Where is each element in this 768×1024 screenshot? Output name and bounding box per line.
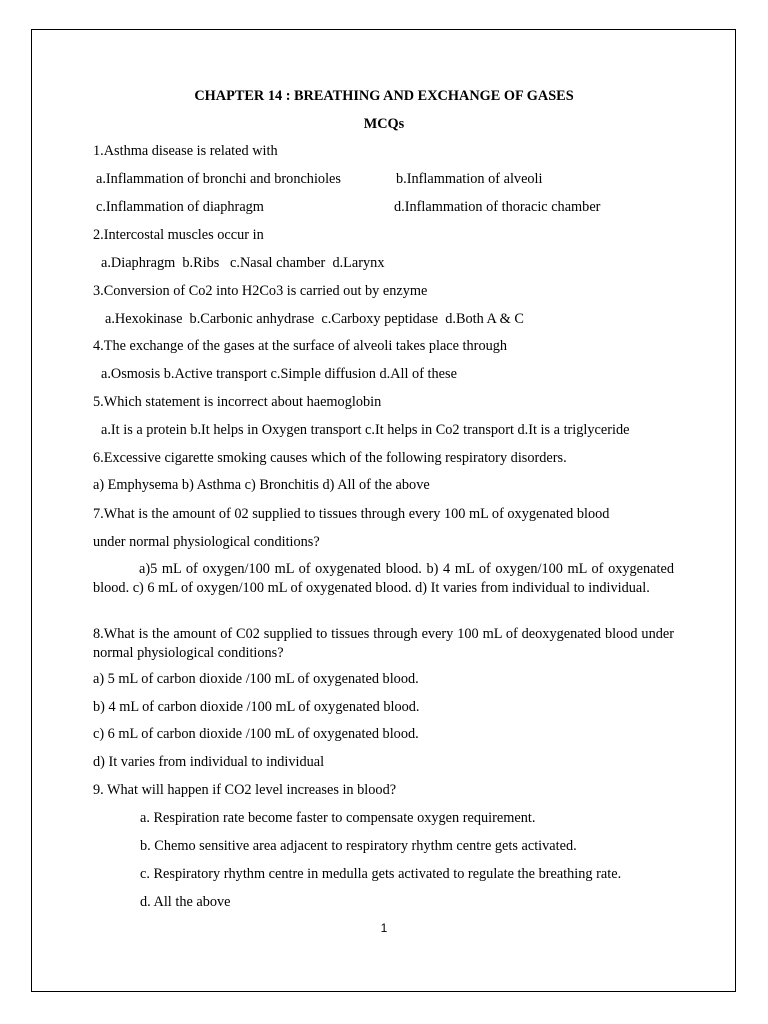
q9-option-a: a. Respiration rate become faster to compensate oxygen requirement. xyxy=(140,810,536,826)
q2-options: a.Diaphragm b.Ribs c.Nasal chamber d.Larynx xyxy=(101,255,385,271)
q9-option-c: c. Respiratory rhythm centre in medulla gets activated to regulate the breathing rate. xyxy=(140,866,622,882)
q3-options: a.Hexokinase b.Carbonic anhydrase c.Carboxy peptidase d.Both A & C xyxy=(105,311,524,327)
question-1: 1.Asthma disease is related with xyxy=(93,143,278,159)
page-number: 1 xyxy=(380,921,388,935)
question-7-line-2: under normal physiological conditions? xyxy=(93,534,320,550)
question-8: 8.What is the amount of C02 supplied to tissues through every 100 mL of deoxygenated blood under normal physiological conditions? xyxy=(93,626,674,661)
q4-options: a.Osmosis b.Active transport c.Simple diffusion d.All of these xyxy=(101,366,457,382)
q7-options: a)5 mL of oxygen/100 mL of oxygenated blood. b) 4 mL of oxygen/100 mL of oxygenated blood. c) 6 mL of oxygen/100 mL of oxygenated blood. d) It varies from individual to individual. xyxy=(93,561,674,596)
chapter-title: CHAPTER 14 : BREATHING AND EXCHANGE OF GASES xyxy=(194,88,574,104)
q1-option-c: c.Inflammation of diaphragm xyxy=(96,199,264,215)
question-2: 2.Intercostal muscles occur in xyxy=(93,227,264,243)
section-heading: MCQs xyxy=(363,116,405,132)
question-6: 6.Excessive cigarette smoking causes which of the following respiratory disorders. xyxy=(93,450,567,466)
question-9: 9. What will happen if CO2 level increases in blood? xyxy=(93,782,397,798)
q9-option-d: d. All the above xyxy=(140,894,231,910)
q9-option-b: b. Chemo sensitive area adjacent to respiratory rhythm centre gets activated. xyxy=(140,838,577,854)
question-7-line-1: 7.What is the amount of 02 supplied to tissues through every 100 mL of oxygenated blood xyxy=(93,506,610,522)
q8-option-c: c) 6 mL of carbon dioxide /100 mL of oxygenated blood. xyxy=(93,726,419,742)
q1-option-a: a.Inflammation of bronchi and bronchioles xyxy=(96,171,341,187)
q8-option-b: b) 4 mL of carbon dioxide /100 mL of oxygenated blood. xyxy=(93,699,420,715)
question-4: 4.The exchange of the gases at the surface of alveoli takes place through xyxy=(93,338,508,354)
q8-option-d: d) It varies from individual to individual xyxy=(93,754,325,770)
q1-option-b: b.Inflammation of alveoli xyxy=(396,171,543,187)
question-3: 3.Conversion of Co2 into H2Co3 is carried out by enzyme xyxy=(93,283,428,299)
q5-options: a.It is a protein b.It helps in Oxygen transport c.It helps in Co2 transport d.It is a triglyceride xyxy=(101,422,630,438)
question-5: 5.Which statement is incorrect about haemoglobin xyxy=(93,394,382,410)
q6-options: a) Emphysema b) Asthma c) Bronchitis d) All of the above xyxy=(93,477,430,493)
q8-option-a: a) 5 mL of carbon dioxide /100 mL of oxygenated blood. xyxy=(93,671,419,687)
q1-option-d: d.Inflammation of thoracic chamber xyxy=(394,199,601,215)
